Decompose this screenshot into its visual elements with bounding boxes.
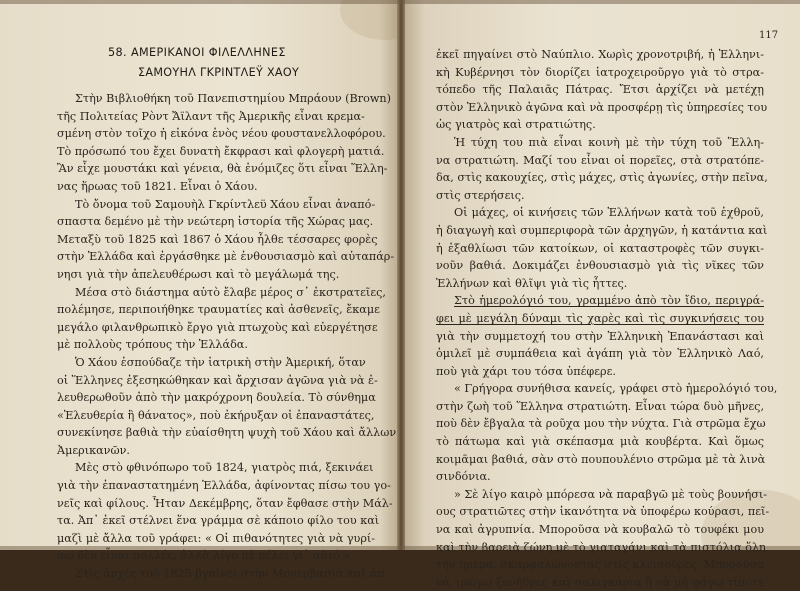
chapter-subtitle: ΣΑΜΟΥΗΛ ΓΚΡΙΝΤΛΕΫ ΧΑΟΥ	[138, 66, 300, 79]
text-line: τα. Ἀπ᾽ ἐκεῖ στέλνει ἕνα γράμμα σὲ κάποιο φίλο του καὶ	[57, 514, 380, 528]
text-line: τόπεδο τῆς Παλαιᾶς Πάτρας. Ἔτσι ἀρχίζει νὰ μετέχῃ	[436, 83, 764, 97]
text-line: να στρατιώτη. Μαζί του εἶναι οἱ πορεῖες, στὰ στρατόπε-	[436, 153, 764, 167]
text-line: Τὸ ὄνομα τοῦ Σαμουὴλ Γκρίντλεϋ Χάου εἶναι ἀναπό-	[75, 197, 376, 211]
text-line: τὴν ἡμέρα, σκαρφαλώνοντας στὶς κλεισοῦρες. Μποροῦσα	[436, 558, 765, 572]
page-edge-top	[0, 0, 800, 4]
text-line: δα, στὶς κακουχίες, στὶς μάχες, στὶς ἀγωνίες, στὴν πεῖνα,	[436, 171, 768, 185]
text-line: καὶ τὴν βαρειὰ ζώνη μὲ τὸ γιαταγάνι καὶ τὰ πιστόλια ὅλη	[436, 540, 766, 554]
text-line: νας ἥρωας τοῦ 1821. Εἶναι ὁ Χάου.	[57, 179, 258, 193]
text-line: μαζὶ μὲ ἄλλα τοῦ γράφει: « Οἱ πιθανότητες γιὰ νὰ γυρί-	[57, 531, 376, 545]
text-line: ὁμιλεῖ μὲ συμπάθεια καὶ ἀγάπη γιὰ τὸν Ἑλληνικὸ Λαό,	[436, 347, 764, 361]
text-line: ἡ διαγωγὴ καὶ συμπεριφορὰ τῶν ἀρχηγῶν, ἡ κατάντια καὶ	[436, 223, 768, 237]
text-line: φει μὲ μεγάλη δύναμι τὶς χαρὲς καὶ τὶς συγκινήσεις του	[436, 311, 764, 325]
text-line: σπαστα δεμένο μὲ τὴν νεώτερη ἱστορία τῆς Χώρας μας.	[57, 215, 374, 229]
chapter-title: 58. ΑΜΕΡΙΚΑΝΟΙ ΦΙΛΕΛΛΗΝΕΣ	[108, 46, 286, 59]
text-line: Ἀμερικανῶν.	[57, 443, 130, 457]
text-line: Μέσα στὸ διάστημα αὐτὸ ἔλαβε μέρος σ᾽ ἐκστρατεῖες,	[75, 285, 386, 299]
text-line: στὸν Ἑλληνικὸ ἀγῶνα καὶ νὰ προσφέρῃ τὶς ὑπηρεσίες του	[436, 100, 768, 114]
text-line: στὶς στερήσεις.	[436, 188, 525, 202]
text-line: ὡς γιατρὸς καὶ στρατιώτης.	[436, 118, 596, 132]
text-line: » Σὲ λίγο καιρὸ μπόρεσα νὰ παραβγῶ μὲ τοὺς βουνήσι-	[454, 487, 768, 501]
text-line: συνεκίνησε βαθιὰ τὴν εὐαίσθητη ψυχὴ τοῦ Χάου καὶ ἄλλων	[57, 426, 397, 440]
text-line: Τὸ πρόσωπό του ἔχει δυνατὴ ἔκφρασι καὶ φλογερὴ ματιά.	[57, 144, 385, 158]
text-line: γιὰ τὴν ἐπαναστατημένη Ἑλλάδα, ἀφίνοντας πίσω του γο-	[57, 479, 391, 493]
text-line: κὴ Κυβέρνησι τὸν διορίζει ἰατροχειροῦργο γιὰ τὸ στρα-	[436, 65, 764, 79]
text-line: νησι γιὰ τὴν ἀπελευθέρωσι καὶ τὸ μεγάλωμά της.	[57, 267, 340, 281]
page-number: 117	[759, 30, 779, 41]
text-line: κοιμᾶμαι βαθιά, σὰν στὸ πουπουλένιο στρῶμα μὲ τὰ λινὰ	[436, 452, 766, 466]
text-line: νὰ τρώγω ξυνήθρες καὶ σαλιγκάρια ἢ νὰ μὴ φάγω τίποτε	[436, 575, 764, 589]
text-line: Ἑλλήνων καὶ θλῖψι γιὰ τὶς ἧττες.	[436, 276, 628, 290]
text-line: Ὁ Χάου ἐσπούδαζε τὴν ἰατρικὴ στὴν Ἀμερική, ὅταν	[75, 355, 366, 369]
text-line: ἡ ἐξαθλίωσι τῶν κατοίκων, οἱ καταστροφὲς τῶν συγκι-	[436, 241, 764, 255]
right-body-text	[436, 46, 778, 591]
book-gutter	[397, 0, 405, 550]
text-line: ἐκεῖ πηγαίνει στὸ Ναύπλιο. Χωρὶς χρονοτριβή, ἡ Ἑλληνι-	[436, 48, 764, 61]
text-line: μεγάλο φιλανθρωπικὸ ἔργο γιὰ πτωχοὺς καὶ εὐεργέτησε	[57, 320, 378, 334]
text-line: Στὴν Βιβλιοθήκη τοῦ Πανεπιστημίου Μπράουν (Brown)	[75, 92, 391, 105]
text-line: γιὰ τὴν συμμετοχή του στὴν Ἑλληνικὴ Ἐπανάστασι καὶ	[436, 329, 764, 343]
text-line: μὲ πολλοὺς τρόπους τὴν Ἑλλάδα.	[57, 338, 248, 352]
text-line: στὴν Ἑλλάδα καὶ ἐργάσθηκε μὲ ἐνθουσιασμὸ καὶ αὐταπάρ-	[57, 250, 395, 264]
text-line: Μὲς στὸ φθινόπωρο τοῦ 1824, γιατρὸς πιά, ξεκινάει	[75, 461, 374, 475]
text-line: λευθερωθοῦν ἀπὸ τὴν μακρόχρονη δουλεία. Τὸ σύνθημα	[57, 391, 376, 405]
text-line: να καὶ ἀγρυπνία. Μποροῦσα νὰ κουβαλῶ τὸ τουφέκι μου	[436, 523, 764, 537]
text-line: Στὶς ἀρχὲς τοῦ 1825 βγαίνει στὴν Μονεμβασιὰ καὶ ἀπ᾽	[75, 567, 391, 581]
text-line: ους στρατιῶτες στὴν ἱκανότητα νὰ ὑποφέρω κούρασι, πεῖ-	[436, 505, 770, 519]
text-line: σινδόνια.	[436, 470, 491, 484]
text-line: τῆς Πολιτείας Ρὸντ Ἄϊλαντ τῆς Ἀμερικῆς εἶναι κρεμα-	[57, 109, 365, 123]
text-line: « Γρήγορα συνήθισα κανείς, γράφει στὸ ἡμερολόγιό του,	[454, 382, 778, 396]
text-line: οἱ Ἕλληνες ἐξεσηκώθηκαν καὶ ἄρχισαν ἀγῶνα γιὰ νὰ ἐ-	[57, 373, 378, 387]
text-line: Μεταξὺ τοῦ 1825 καὶ 1867 ὁ Χάου ἦλθε τέσσαρες φορὲς	[57, 232, 378, 246]
text-line: Ἡ τύχη του πιὰ εἶναι κοινὴ μὲ τὴν τύχη τοῦ Ἕλλη-	[454, 135, 764, 149]
text-line: «Ἐλευθερία ἢ θάνατος», ποὺ ἐκήρυξαν οἱ ἐπαναστάτες,	[57, 408, 375, 422]
text-line: σμένη στὸν τοῖχο ἡ εἰκόνα ἑνὸς νέου φουστανελλοφόρου.	[57, 127, 386, 141]
text-line: Οἱ μάχες, οἱ κινήσεις τῶν Ἑλλήνων κατὰ τοῦ ἐχθροῦ,	[454, 206, 764, 220]
text-line: στὴν ζωὴ τοῦ Ἕλληνα στρατιώτη. Εἶναι τώρα δυὸ μῆνες,	[436, 399, 764, 413]
text-line: νεῖς καὶ φίλους. Ἦταν Δεκέμβρης, ὅταν ἔφθασε στὴν Μάλ-	[57, 496, 393, 510]
text-line: τὸ πάτωμα καὶ γιὰ σκέπασμα μιὰ κουβέρτα. Καὶ ὅμως	[436, 435, 764, 449]
text-line: ποὺ δὲν ἔβγαλα τὰ ροῦχα μου τὴν νύχτα. Γιὰ στρῶμα ἔχω	[436, 417, 766, 431]
text-line: σω δὲν εἶναι πολλές, ἀλλὰ λίγο μὲ μέλει γι᾽ αὐτό ».	[57, 549, 354, 563]
left-body-text	[57, 90, 397, 583]
text-line: Στὸ ἡμερολόγιό του, γραμμένο ἀπὸ τὸν ἴδιο, περιγρά-	[454, 294, 764, 308]
text-line: πολέμησε, περιποιήθηκε τραυματίες καὶ ἀσθενεῖς, ἔκαμε	[57, 303, 380, 317]
paper-stain	[340, 0, 400, 40]
text-line: νοῦν βαθιά. Δοκιμάζει ἐνθουσιασμὸ γιὰ τὶς νῖκες τῶν	[436, 259, 764, 273]
text-line: Ἂν εἶχε μουστάκι καὶ γένεια, θὰ ἐνόμιζες ὅτι εἶναι Ἕλλη-	[57, 162, 388, 176]
text-line: ποὺ γιὰ χάρι του τόσα ὑπέφερε.	[436, 364, 616, 378]
